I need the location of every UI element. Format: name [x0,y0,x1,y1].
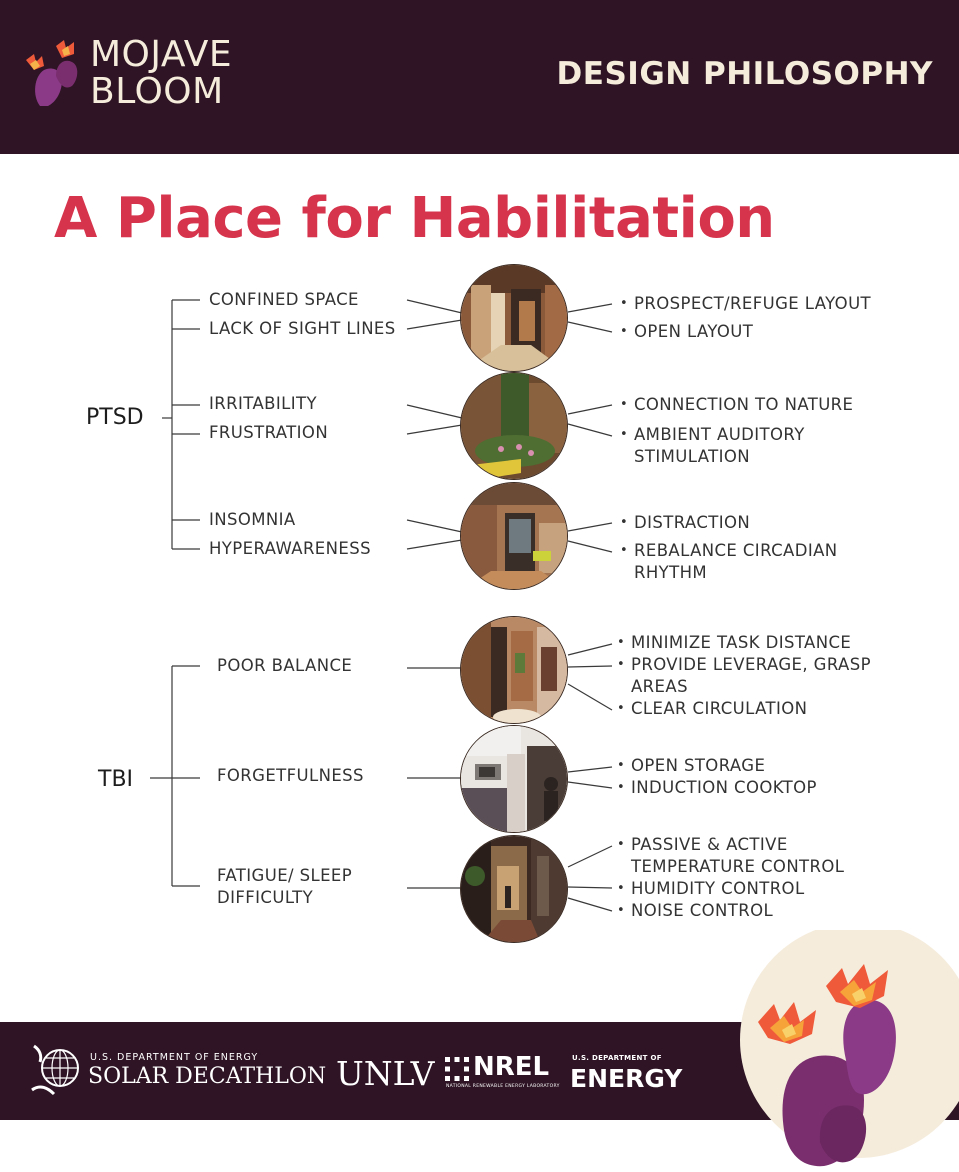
solution-item: • PROSPECT/REFUGE LAYOUT [620,293,871,315]
solution-item: • INDUCTION COOKTOP [617,777,817,799]
garden-rendering-image [460,372,568,480]
symptom-label: FRUSTRATION [209,423,329,442]
doe-small-text: U.S. DEPARTMENT OF [572,1054,662,1062]
solution-list [620,424,830,468]
solution-item: • CONNECTION TO NATURE [620,394,853,416]
kitchen-rendering-image [460,725,568,833]
solution-list [620,321,753,343]
symptom-label: FORGETFULNESS [217,766,364,785]
solution-list [617,632,882,720]
symptom-label: FATIGUE/ SLEEP DIFFICULTY [217,866,353,907]
cactus-bloom-decoration [728,930,959,1172]
doe-big-text: ENERGY [570,1064,683,1093]
symptom-label: INSOMNIA [209,510,296,529]
solution-item: • OPEN STORAGE [617,755,817,777]
hallway-rendering-image [460,264,568,372]
nrel-logo: NREL [473,1052,550,1082]
solution-list [617,755,817,799]
solution-list [617,834,877,922]
solution-item: • NOISE CONTROL [617,900,877,922]
header-band [0,0,959,154]
symptom-label: HYPERAWARENESS [209,539,371,558]
sd-small-text: U.S. DEPARTMENT OF ENERGY [90,1052,259,1063]
logo-wordmark [90,36,232,110]
page-title: A Place for Habilitation [54,186,775,251]
logo-line-2: BLOOM [90,71,224,112]
nrel-mark-icon [445,1057,469,1081]
symptom-label: IRRITABILITY [209,394,317,413]
solar-decathlon-globe-icon [30,1040,84,1098]
solution-list [620,394,853,416]
sd-big-text: SOLAR DECATHLON [88,1064,327,1089]
logo-line-1: MOJAVE [90,34,233,75]
bedroom-rendering-image [460,482,568,590]
solution-list [620,540,845,584]
solution-list [620,293,871,315]
section-title: DESIGN PHILOSOPHY [556,56,933,92]
solution-item: • PASSIVE & ACTIVE TEMPERATURE CONTROL [617,834,877,878]
solution-item: • HUMIDITY CONTROL [617,878,877,900]
symptom-label: LACK OF SIGHT LINES [209,319,396,338]
unlv-logo: UNLV [336,1054,435,1093]
solution-item: • AMBIENT AUDITORY STIMULATION [620,424,830,468]
nrel-small-text: NATIONAL RENEWABLE ENERGY LABORATORY [446,1084,560,1089]
solution-item: • REBALANCE CIRCADIAN RHYTHM [620,540,845,584]
solution-item: • MINIMIZE TASK DISTANCE [617,632,882,654]
solution-item: • DISTRACTION [620,512,750,534]
corridor-rendering-image [460,616,568,724]
solution-item: • OPEN LAYOUT [620,321,753,343]
night-rendering-image [460,835,568,943]
solution-item: • CLEAR CIRCULATION [617,698,882,720]
symptom-label: POOR BALANCE [217,656,353,675]
solution-list [620,512,750,534]
cactus-flower-logo-icon [22,36,84,108]
symptom-label: CONFINED SPACE [209,290,359,309]
solution-item: • PROVIDE LEVERAGE, GRASP AREAS [617,654,882,698]
group-label-tbi: TBI [98,767,134,792]
group-label-ptsd: PTSD [86,405,144,430]
